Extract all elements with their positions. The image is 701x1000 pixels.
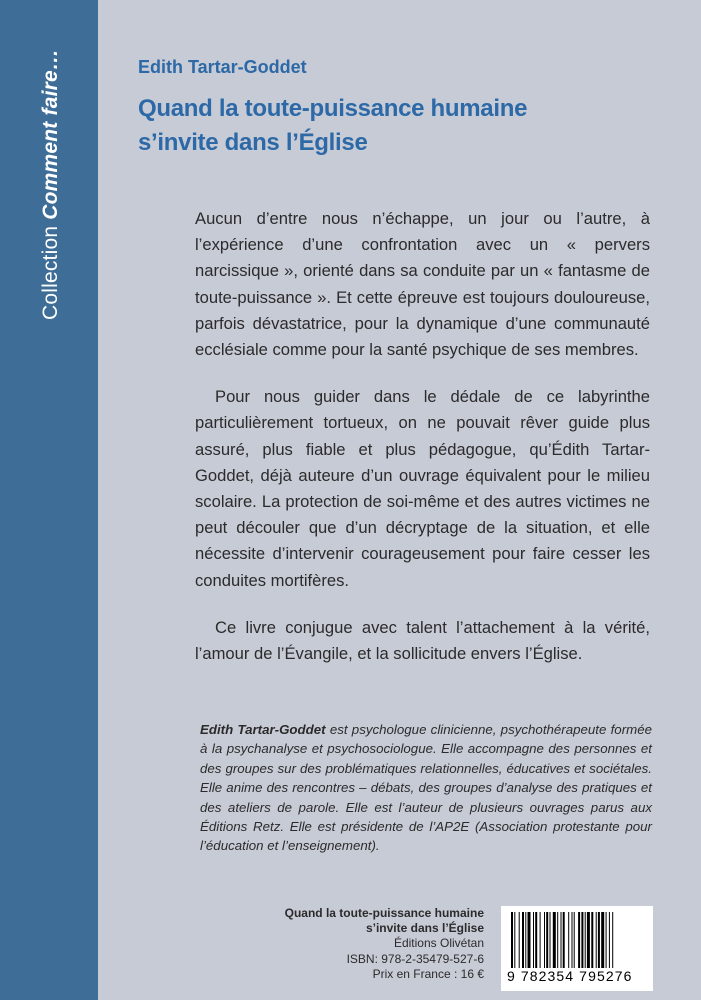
collection-prefix: Collection — [39, 225, 62, 320]
colophon-title-2: s’invite dans l’Église — [365, 921, 484, 936]
barcode-bar — [540, 912, 541, 968]
barcode-bar — [598, 912, 600, 968]
collection-spine-band — [0, 0, 98, 1000]
barcode-bar — [528, 912, 531, 968]
colophon-price: Prix en France : 16 € — [372, 966, 484, 981]
colophon-title-1: Quand la toute-puissance humaine — [284, 906, 484, 920]
collection-name — [39, 49, 63, 320]
barcode-bar — [561, 912, 562, 968]
blurb-paragraph: Pour nous guider dans le dédale de ce labyrinthe particulièrement tortueux, on ne pouvait rêver guide plus assuré, plus fiable et plus pédagogue, qu’Édith Tartar-Goddet, déjà auteure d’un ouvrage équivalent pour le milieu scolaire. La protection de soi-même et des autres victimes ne peut découler que d’un décryptage de la situation, et elle nécessite d’intervenir courageusement pour faire cesser les conduites mortifères. — [195, 387, 650, 590]
barcode-bar — [612, 912, 613, 968]
barcode-bar — [585, 912, 586, 968]
barcode-bar — [533, 912, 534, 968]
collection-emphasis: Comment faire… — [39, 48, 62, 220]
blurb-paragraph: Ce livre conjugue avec talent l’attachement à la vérité, l’amour de l’Évangile, et la sollicitude envers l’Église. — [195, 617, 650, 664]
barcode-bar — [563, 912, 565, 968]
barcode-bar — [587, 912, 590, 968]
title-line-1: Quand la toute-puissance humaine — [138, 95, 528, 122]
barcode-bar — [568, 912, 569, 968]
author-biography — [200, 720, 652, 856]
barcode-bar — [511, 912, 513, 968]
barcode-bar — [519, 912, 520, 968]
barcode-digits: 9 782354 795276 — [507, 968, 633, 984]
barcode-bar — [522, 912, 524, 968]
barcode-bar — [535, 912, 537, 968]
barcode-bar — [572, 912, 573, 968]
isbn-barcode — [501, 906, 653, 991]
bio-text: est psychologue clinicienne, psychothérapeute formée à la psychanalyse et psychosociologue. Elle accompagne des personnes et des groupes sur des problématiques relationnelles, éducatives et sociétales. Elle anime des rencontres – débats, des groupes d’analyse des pratiques et des ateliers de parole. Elle est l’auteur de plusieurs ouvrages parus aux Éditions Retz. Elle est présidente de l’AP2E (Association protestante pour l’éducation et l’enseignement). — [200, 722, 652, 854]
barcode-bar — [596, 912, 597, 968]
barcode-bar — [574, 912, 575, 968]
barcode-bar — [581, 912, 583, 968]
barcode-bar — [601, 912, 604, 968]
barcode-bar — [525, 912, 526, 968]
bio-author-name: Edith Tartar-Goddet — [200, 722, 326, 737]
barcode-bar — [578, 912, 580, 968]
author-name: Edith Tartar-Goddet — [138, 57, 307, 77]
colophon-publisher: Éditions Olivétan — [393, 936, 484, 951]
barcode-bar — [550, 912, 551, 968]
back-cover-blurb — [195, 206, 650, 688]
barcode-bar — [514, 912, 515, 968]
barcode-bar — [606, 912, 607, 968]
title-line-2: s’invite dans l’Église — [138, 129, 368, 156]
barcode-bar — [544, 912, 545, 968]
barcode-bars — [511, 912, 645, 968]
barcode-bar — [546, 912, 548, 968]
barcode-bar — [609, 912, 610, 968]
colophon — [285, 906, 484, 982]
barcode-bar — [557, 912, 558, 968]
colophon-isbn: ISBN: 978-2-35479-527-6 — [346, 951, 484, 966]
blurb-paragraph: Aucun d’entre nous n’échappe, un jour ou l’autre, à l’expérience d’une confrontation avec un « pervers narcissique », orienté dans sa conduite par un « fantasme de toute-puissance ». Et cette épreuve est toujours douloureuse, parfois dévastatrice, pour la dynamique d’une communauté ecclésiale comme pour la santé psychique de ses membres. — [195, 209, 650, 360]
barcode-bar — [591, 912, 593, 968]
barcode-bar — [553, 912, 556, 968]
book-title — [138, 92, 658, 160]
